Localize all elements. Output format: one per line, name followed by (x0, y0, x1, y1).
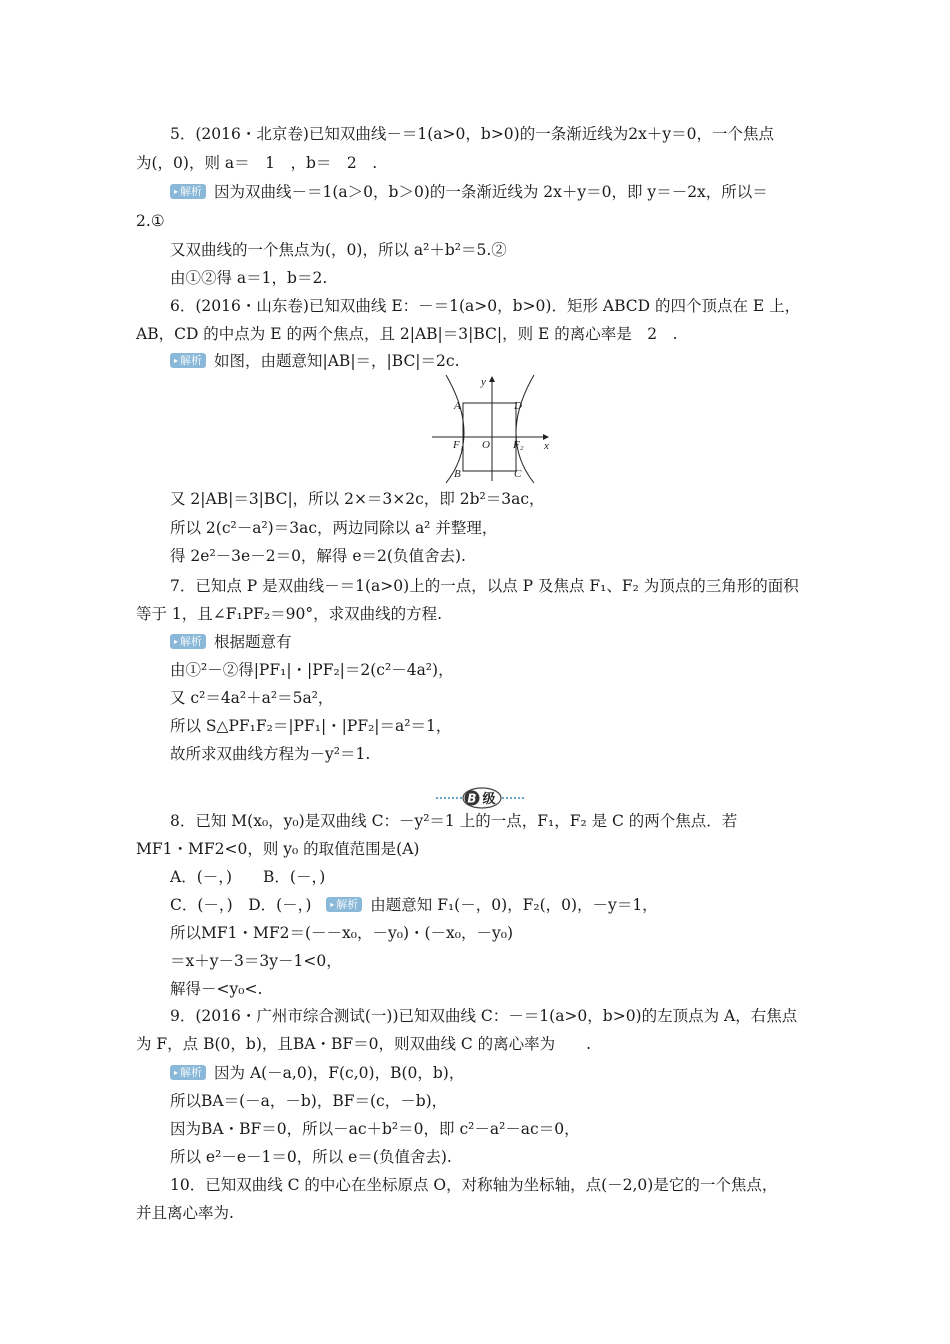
section-badge-letter: B (467, 791, 477, 806)
p7-line2: 等于 1，且∠F₁PF₂＝90°，求双曲线的方程. (136, 605, 443, 623)
p9-solution-line2: 所以BA＝(－a，－b)，BF＝(c，－b)， (170, 1092, 448, 1110)
p8-line1: 8．已知 M(x₀，y₀)是双曲线 C：－y²＝1 上的一点，F₁，F₂ 是 C 的两个焦点．若 (170, 812, 738, 830)
p5-solution-line3: 又双曲线的一个焦点为(，0)，所以 a²＋b²＝5.② (170, 241, 507, 259)
p9-solution-line4: 所以 e²－e－1＝0，所以 e＝(负值舍去). (170, 1148, 452, 1166)
p6-line1: 6．(2016・山东卷)已知双曲线 E：－＝1(a>0，b>0)．矩形 ABCD 的四个顶点在 E 上， (170, 297, 801, 315)
p8-options-ab: A．(－，) B．(－，) (170, 868, 326, 886)
p6-solution-line3: 所以 2(c²－a²)＝3ac，两边同除以 a² 并整理， (170, 519, 498, 537)
point-c-label: C (514, 468, 522, 480)
p7-solution-line4: 所以 S△PF₁F₂＝|PF₁|・|PF₂|＝a²＝1， (170, 717, 452, 735)
solution-tag: ▸ 解析 (170, 353, 206, 368)
p8-solution-line3: ＝x＋y－3＝3y－1<0， (170, 952, 342, 970)
point-a-label: A (454, 400, 461, 412)
p7-line1: 7．已知点 P 是双曲线－＝1(a>0)上的一点，以点 P 及焦点 F₁、F₂ 为顶点的三角形的面积 (170, 577, 799, 595)
p10-line1: 10．已知双曲线 C 的中心在坐标原点 O，对称轴为坐标轴，点(－2,0)是它的一个焦点， (170, 1176, 778, 1194)
p7-solution-line2: 由①²－②得|PF₁|・|PF₂|＝2(c²－4a²)， (170, 661, 454, 679)
p6-line2: AB，CD 的中点为 E 的两个焦点，且 2|AB|＝3|BC|，则 E 的离心率是 2 . (136, 325, 678, 343)
p5-solution-line2: 2.① (136, 212, 165, 230)
p7-solution-line1: ▸ 解析 根据题意有 (170, 632, 292, 652)
hyperbola-right-branch (516, 375, 534, 483)
p6-solution-line2: 又 2|AB|＝3|BC|，所以 2×＝3×2c，即 2b²＝3ac， (170, 490, 545, 508)
p5-solution-line4: 由①②得 a＝1，b＝2. (170, 269, 328, 287)
point-b-label: B (454, 468, 461, 480)
solution-tag: ▸ 解析 (170, 634, 206, 649)
p9-solution-line3: 因为BA・BF＝0，所以－ac＋b²＝0，即 c²－a²－ac＝0， (170, 1120, 580, 1138)
p7-solution-line3: 又 c²＝4a²＋a²＝5a²， (170, 689, 334, 707)
p9-line1: 9．(2016・广州市综合测试(一))已知双曲线 C：－＝1(a>0，b>0)的左顶点为 A，右焦点 (170, 1007, 798, 1025)
point-d-label: D (514, 400, 522, 412)
hyperbola-left-branch (446, 375, 464, 483)
x-axis-label: x (544, 440, 549, 452)
p8-solution-line4: 解得－<y₀<. (170, 980, 263, 998)
p6-solution-line4: 得 2e²－3e－2＝0，解得 e＝2(负值舍去). (170, 547, 466, 565)
p7-solution-line5: 故所求双曲线方程为－y²＝1. (170, 745, 371, 763)
focus-f1-label: F₁ (453, 439, 464, 451)
p9-line2: 为 F，点 B(0，b)，且BA・BF＝0，则双曲线 C 的离心率为 . (136, 1035, 592, 1053)
p5-line2: 为(，0)，则 a＝ 1 ，b＝ 2 . (136, 154, 378, 172)
origin-label: O (482, 439, 490, 451)
p5-line1: 5．(2016・北京卷)已知双曲线－＝1(a>0，b>0)的一条渐近线为2x＋y＝0，一个焦点 (170, 125, 774, 143)
focus-f2-label: F₂ (513, 439, 524, 451)
section-suffix: 级 (482, 792, 496, 807)
p8-solution-line2: 所以MF1・MF2＝(－－x₀，－y₀)・(－x₀，－y₀) (170, 924, 514, 942)
y-axis-label: y (481, 376, 486, 388)
p5-solution-line1: ▸ 解析 因为双曲线－＝1(a＞0，b＞0)的一条渐近线为 2x＋y＝0，即 y＝－2x，所以＝ (170, 182, 768, 202)
solution-tag: ▸ 解析 (170, 184, 206, 199)
p10-line2: 并且离心率为. (136, 1204, 234, 1222)
p8-options-cd: C．(－，) D．(－，) ▸ 解析 由题意知 F₁(－，0)，F₂(，0)，－y＝1， (170, 895, 658, 915)
section-b-header (436, 787, 526, 809)
p9-solution-line1: ▸ 解析 因为 A(－a,0)，F(c,0)，B(0，b)， (170, 1063, 464, 1083)
hyperbola-rectangle-figure (430, 373, 555, 485)
solution-tag: ▸ 解析 (170, 1065, 206, 1080)
p8-line2: MF1・MF2<0，则 y₀ 的取值范围是(A) (136, 840, 420, 858)
p6-solution-line1: ▸ 解析 如图，由题意知|AB|＝，|BC|＝2c. (170, 351, 460, 371)
solution-tag: ▸ 解析 (326, 897, 362, 912)
